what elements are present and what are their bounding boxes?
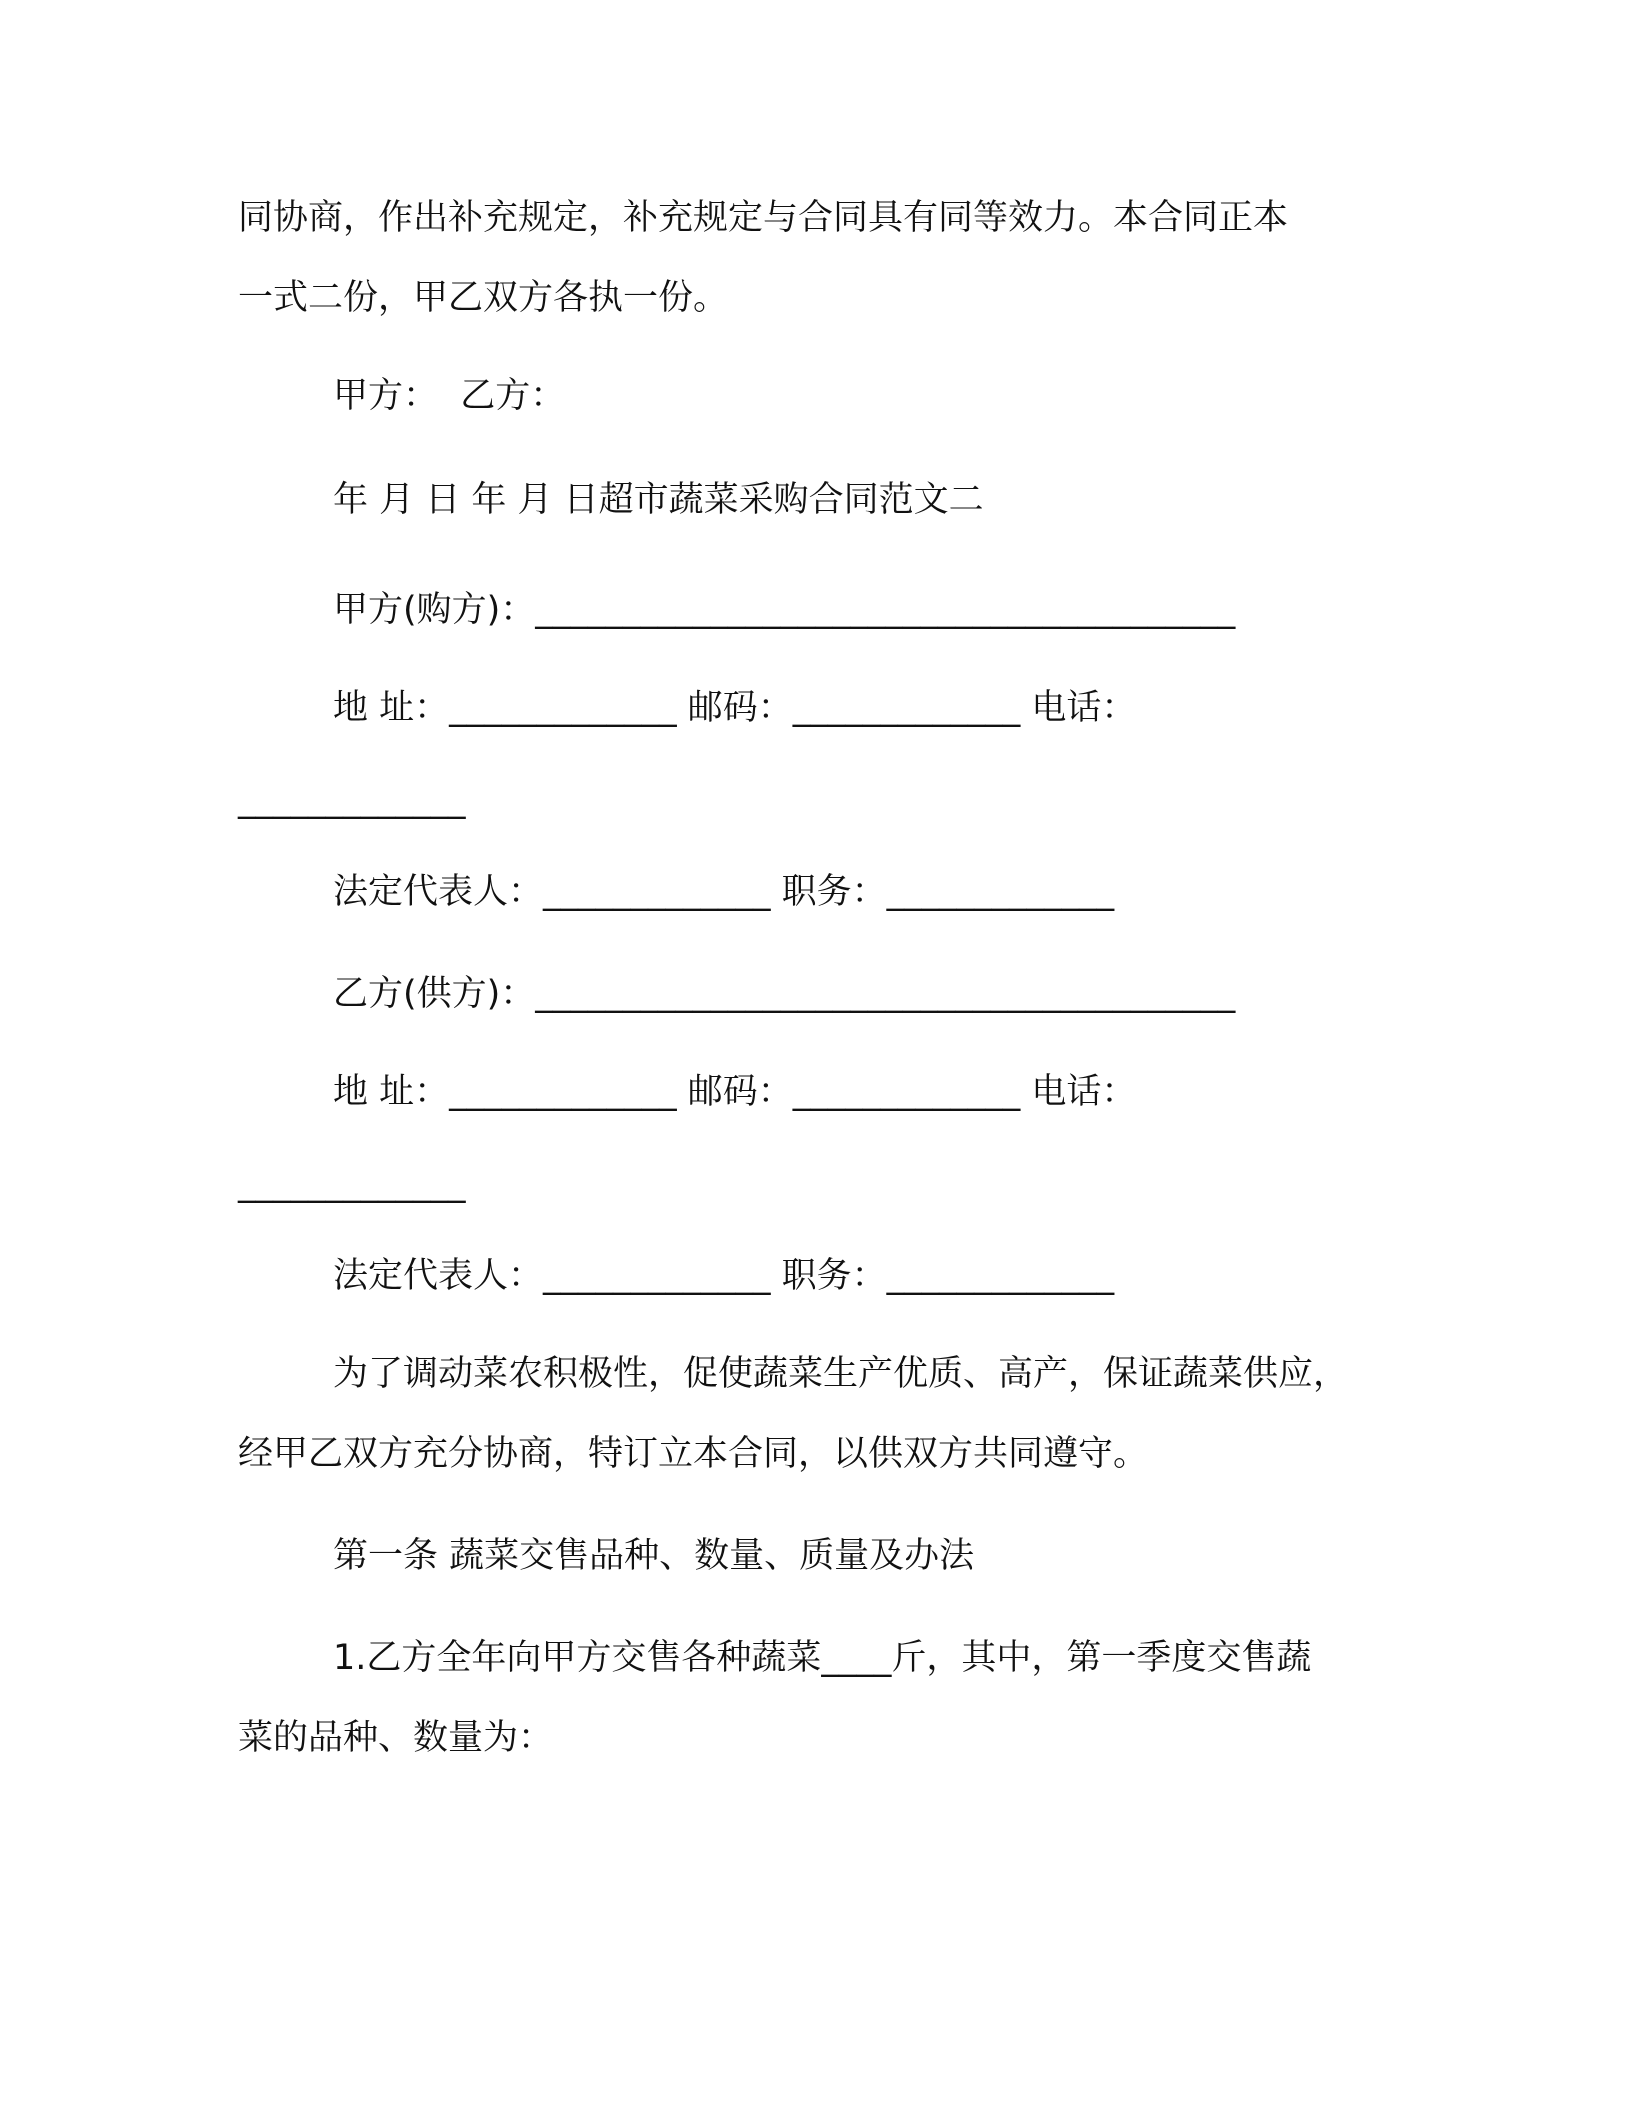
- buyer-address-line: 地 址：_____________ 邮码：_____________ 电话：: [333, 688, 1137, 728]
- buyer-representative-line: 法定代表人：_____________ 职务：_____________: [333, 872, 1115, 912]
- paragraph-line: 一式二份，甲乙双方各执一份。: [238, 278, 729, 318]
- buyer-phone-blank: _____________: [238, 780, 466, 820]
- party-signature-line: 甲方： 乙方：: [333, 376, 566, 416]
- paragraph-line: 1.乙方全年向甲方交售各种蔬菜____斤，其中，第一季度交售蔬: [333, 1638, 1312, 1678]
- paragraph-line: 菜的品种、数量为：: [238, 1718, 554, 1758]
- paragraph-line: 经甲乙双方充分协商，特订立本合同，以供双方共同遵守。: [238, 1434, 1149, 1474]
- seller-phone-blank: _____________: [238, 1164, 466, 1204]
- article-heading: 第一条 蔬菜交售品种、数量、质量及办法: [333, 1536, 975, 1576]
- seller-address-line: 地 址：_____________ 邮码：_____________ 电话：: [333, 1072, 1137, 1112]
- buyer-line: 甲方(购方)：________________________________________: [333, 590, 1236, 630]
- paragraph-line: 同协商，作出补充规定，补充规定与合同具有同等效力。本合同正本: [238, 198, 1289, 238]
- date-title-line: 年 月 日 年 月 日超市蔬菜采购合同范文二: [333, 480, 984, 520]
- paragraph-line: 为了调动菜农积极性，促使蔬菜生产优质、高产，保证蔬菜供应，: [333, 1354, 1349, 1394]
- seller-line: 乙方(供方)：________________________________________: [333, 974, 1236, 1014]
- seller-representative-line: 法定代表人：_____________ 职务：_____________: [333, 1256, 1115, 1296]
